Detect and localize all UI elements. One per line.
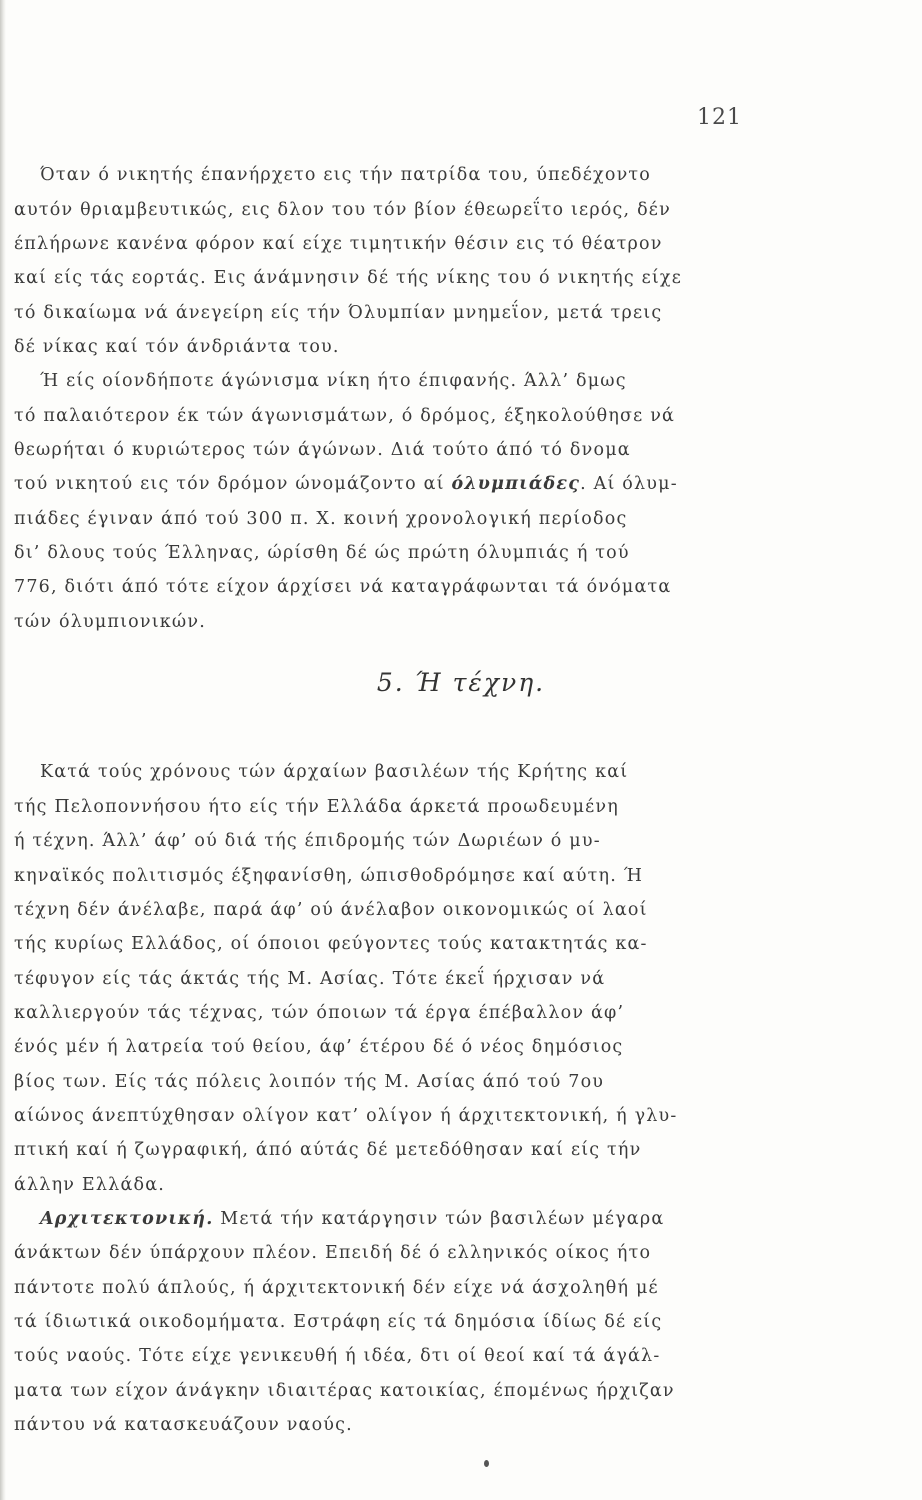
text-line: αίώνος άνεπτύχθησαν ολίγον κατ’ ολίγον ή άρχιτεκτονική, ή γλυ- xyxy=(14,1106,678,1126)
text-line: πάντοτε πολύ άπλούς, ή άρχιτεκτονική δέν είχε νά άσχοληθή μέ xyxy=(14,1278,659,1298)
text-line: Όταν ό νικητής έπανήρχετο εις τήν πατρίδα του, ύπεδέχοντο xyxy=(40,165,652,185)
text-line: τής κυρίως Ελλάδος, οί όποιοι φεύγοντες τούς κατακτητάς κα- xyxy=(14,934,648,954)
text-line: ματα των είχον άνάγκην ιδιαιτέρας κατοικίας, έπομένως ήρχιζαν xyxy=(14,1381,675,1401)
text-line: Ή είς οίονδήποτε άγώνισμα νίκη ήτο έπιφανής. Άλλ’ δμως xyxy=(40,371,627,391)
emphasis-olympiades: όλυμπιάδες xyxy=(451,474,581,494)
lead-architecture: Αρχιτεκτονική. xyxy=(40,1209,214,1229)
text-run: Μετά τήν κατάργησιν τών βασιλέων μέγαρα xyxy=(220,1209,665,1229)
ink-mark xyxy=(484,1460,489,1467)
text-line-with-emphasis xyxy=(14,472,678,496)
text-line: Κατά τούς χρόνους τών άρχαίων βασιλέων τής Κρήτης καί xyxy=(40,762,629,782)
text-line: τό παλαιότερον έκ τών άγωνισμάτων, ό δρόμος, έξηκολούθησε νά xyxy=(14,406,676,426)
text-line: αυτόν θριαμβευτικώς, εις δλον του τόν βίον έθεωρεΐτο ιερός, δέν xyxy=(14,200,671,220)
text-line: 776, διότι άπό τότε είχον άρχίσει νά καταγράφωνται τά όνόματα xyxy=(14,577,672,597)
scan-edge xyxy=(0,0,6,1500)
text-line: πτική καί ή ζωγραφική, άπό αύτάς δέ μετεδόθησαν καί είς τήν xyxy=(14,1140,642,1160)
text-line: βίος των. Είς τάς πόλεις λοιπόν τής Μ. Ασίας άπό τού 7ου xyxy=(14,1072,605,1092)
text-line: καλλιεργούν τάς τέχνας, τών όποιων τά έργα έπέβαλλον άφ’ xyxy=(14,1003,625,1023)
text-line: έπλήρωνε κανένα φόρον καί είχε τιμητικήν θέσιν εις τό θέατρον xyxy=(14,234,663,254)
text-line: τά ίδιωτικά οικοδομήματα. Εστράφη είς τά δημόσια ίδίως δέ είς xyxy=(14,1312,663,1332)
text-line: ή τέχνη. Άλλ’ άφ’ ού διά τής έπιδρομής τών Δωριέων ό μυ- xyxy=(14,831,601,851)
text-line: θεωρήται ό κυριώτερος τών άγώνων. Διά τούτο άπό τό δνομα xyxy=(14,440,631,460)
text-line: δι’ δλους τούς Έλληνας, ώρίσθη δέ ώς πρώτη όλυμπιάς ή τού xyxy=(14,543,630,563)
text-line: τό δικαίωμα νά άνεγείρη είς τήν Όλυμπίαν μνημεΐον, μετά τρεις xyxy=(14,303,663,323)
text-line: τέχνη δέν άνέλαβε, παρά άφ’ ού άνέλαβον οικονομικώς οί λαοί xyxy=(14,900,648,920)
text-line: τών όλυμπιονικών. xyxy=(14,612,206,632)
text-line: ένός μέν ή λατρεία τού θείου, άφ’ έτέρου δέ ό νέος δημόσιος xyxy=(14,1037,624,1057)
text-line: δέ νίκας καί τόν άνδριάντα του. xyxy=(14,337,340,357)
section-heading: 5. Ή τέχνη. xyxy=(376,668,546,697)
text-run: . Αί όλυμ- xyxy=(580,474,678,494)
text-line: τούς ναούς. Τότε είχε γενικευθή ή ιδέα, δτι οί θεοί καί τά άγάλ- xyxy=(14,1346,661,1366)
text-line: καί είς τάς εορτάς. Εις άνάμνησιν δέ τής νίκης του ό νικητής είχε xyxy=(14,268,682,288)
text-run: τού νικητού εις τόν δρόμον ώνομάζοντο αί xyxy=(14,474,445,494)
text-line: πάντου νά κατασκευάζουν ναούς. xyxy=(14,1415,353,1435)
text-line: πιάδες έγιναν άπό τού 300 π. Χ. κοινή χρονολογική περίοδος xyxy=(14,509,628,529)
text-line: τής Πελοποννήσου ήτο είς τήν Ελλάδα άρκετά προωδευμένη xyxy=(14,797,619,817)
text-line: άνάκτων δέν ύπάρχουν πλέον. Επειδή δέ ό ελληνικός οίκος ήτο xyxy=(14,1243,652,1263)
text-line: τέφυγον είς τάς άκτάς τής Μ. Ασίας. Τότε έκεΐ ήρχισαν νά xyxy=(14,969,606,989)
text-line-with-lead xyxy=(40,1207,664,1231)
text-line: κηναϊκός πολιτισμός έξηφανίσθη, ώπισθοδρόμησε καί αύτη. Ή xyxy=(14,866,644,886)
page-number: 121 xyxy=(697,105,742,130)
text-line: άλλην Ελλάδα. xyxy=(14,1175,165,1195)
